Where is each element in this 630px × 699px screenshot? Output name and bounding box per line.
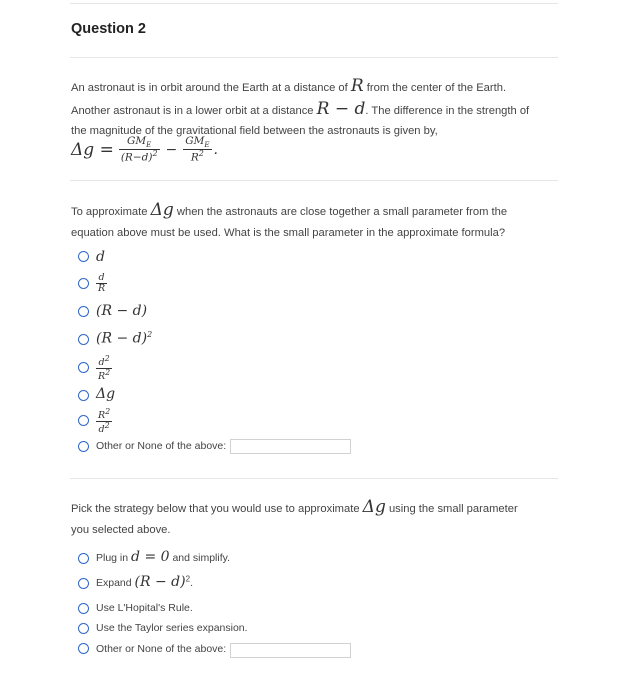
q2-option-other-label: Other or None of the above: bbox=[96, 643, 227, 655]
divider bbox=[70, 57, 558, 58]
q2-radio-plug-in[interactable] bbox=[78, 553, 89, 564]
q2-other-text-input[interactable] bbox=[230, 643, 351, 658]
q1-radio-d[interactable] bbox=[78, 251, 89, 262]
q1-radio-R-minus-d-squared[interactable] bbox=[78, 334, 89, 345]
q2-option-expand: Expand $(R - d)^2$. bbox=[96, 574, 193, 590]
q1-radio-R-minus-d[interactable] bbox=[78, 306, 89, 317]
delta-g: Δg bbox=[362, 497, 386, 517]
q2-radio-other[interactable] bbox=[78, 643, 89, 654]
intro-line-1: An astronaut is in orbit around the Earth at a distance of R from the center of the Earth. bbox=[71, 76, 507, 96]
q1-radio-d-over-R[interactable] bbox=[78, 278, 89, 289]
delta-g: Δg bbox=[150, 200, 174, 220]
expr-R-minus-d: R − d bbox=[316, 98, 366, 119]
gravity-difference-formula: Δg = $\frac{GM_E}{(R-d)^2}$ − $\frac{GM_E}{R^2}$ . bbox=[71, 135, 218, 164]
q2-option-plug-in: Plug in d = 0 and simplify. bbox=[96, 549, 231, 565]
q2-radio-expand[interactable] bbox=[78, 578, 89, 589]
q1-radio-R2-over-d2[interactable] bbox=[78, 415, 89, 426]
q1-radio-delta-g[interactable] bbox=[78, 390, 89, 401]
q1-option-R-minus-d-squared: $(R - d)^2$ bbox=[96, 330, 153, 347]
q1-option-d-over-R: $\frac{d}{R}$ bbox=[98, 272, 106, 294]
q1-radio-d2-over-R2[interactable] bbox=[78, 362, 89, 373]
q2-radio-taylor[interactable] bbox=[78, 623, 89, 634]
q1-option-delta-g: Δg bbox=[96, 386, 116, 402]
intro-line-3: the magnitude of the gravitational field between the astronauts is given by, bbox=[71, 125, 438, 137]
q2-radio-lhopital[interactable] bbox=[78, 603, 89, 614]
q1-option-R2-over-d2: $\frac{R^2}{d^2}$ bbox=[98, 407, 111, 436]
fraction-1: $\frac{GM_E}{(R-d)^2}$ bbox=[120, 135, 158, 164]
var-R: R bbox=[350, 76, 364, 96]
divider bbox=[70, 478, 558, 479]
q1-radio-other[interactable] bbox=[78, 441, 89, 452]
fraction-2: $\frac{GM_E}{R^2}$ bbox=[185, 135, 210, 164]
divider bbox=[70, 180, 558, 181]
q2-prompt: Pick the strategy below that you would use to approximate Δg using the small parameter you selected above. bbox=[71, 497, 518, 536]
q2-option-lhopital: Use L'Hopital's Rule. bbox=[96, 602, 193, 614]
intro-line-2: Another astronaut is in a lower orbit at a distance R − d. The difference in the strength of bbox=[71, 98, 530, 119]
q1-option-other-label: Other or None of the above: bbox=[96, 440, 227, 452]
q1-option-d2-over-R2: $\frac{d^2}{R^2}$ bbox=[98, 354, 111, 383]
formula-lhs: Δg = bbox=[71, 140, 114, 160]
top-divider bbox=[70, 3, 558, 4]
intro-paragraph bbox=[71, 76, 561, 142]
q2-option-taylor: Use the Taylor series expansion. bbox=[96, 622, 248, 634]
q1-other-text-input[interactable] bbox=[230, 439, 351, 454]
q1-prompt: To approximate Δg when the astronauts are close together a small parameter from the equation above must be used. What is the small parameter in the approximate formula? bbox=[71, 200, 508, 239]
q1-option-d: d bbox=[96, 249, 105, 265]
question-title: Question 2 bbox=[71, 21, 146, 37]
q1-option-R-minus-d: (R − d) bbox=[96, 303, 148, 319]
